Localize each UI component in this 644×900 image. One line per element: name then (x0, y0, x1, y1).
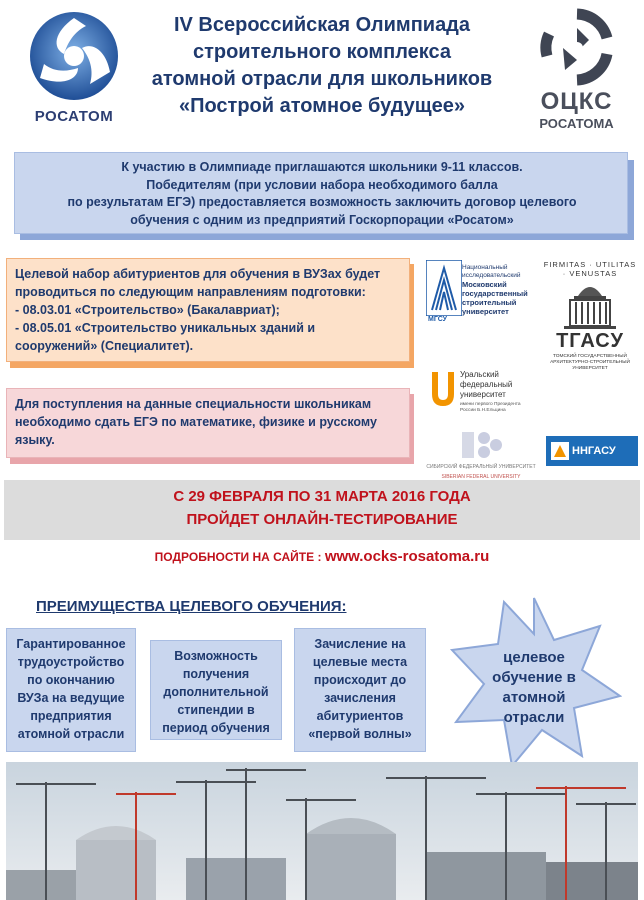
nngasu-name: ННГАСУ (572, 445, 616, 457)
tgasu-logo (542, 252, 638, 372)
star-badge (446, 596, 622, 772)
title-line: атомной отрасли для школьников (151, 68, 493, 90)
requirements-line: необходимо сдать ЕГЭ по математике, физике и русскому (15, 415, 377, 429)
nngasu-emblem-icon (551, 442, 569, 460)
details-line (0, 548, 644, 566)
title-line: строительного комплекса (192, 41, 452, 63)
directions-line: - 08.05.01 «Строительство уникальных зданий и (15, 321, 316, 335)
tgasu-name: ТГАСУ (556, 330, 624, 352)
tgasu-motto: FIRMITAS · UTILITAS · VENUSTAS (543, 260, 637, 278)
advantage-text: Зачисление на целевые места происходит до зачисления абитуриентов «первой волны» (308, 637, 412, 741)
title-line: IV Всероссийская Олимпиада (173, 14, 471, 36)
sfu-name-en: SIBERIAN FEDERAL UNIVERSITY (441, 474, 521, 480)
invitation-line: Победителям (при условии набора необходимого балла (146, 177, 498, 192)
website-link[interactable]: www.ocks-rosatoma.ru (324, 548, 490, 565)
rosatom-logo (14, 8, 134, 133)
urfu-name: Уральский федеральный университет (460, 370, 513, 399)
tgasu-subtitle: ТОМСКИЙ ГОСУДАРСТВЕННЫЙ АРХИТЕКТУРНО-СТРОИТЕЛЬНЫЙ УНИВЕРСИТЕТ (550, 354, 630, 371)
ocks-emblem-icon (537, 8, 617, 86)
rosatom-logo-text: РОСАТОМ (34, 108, 114, 125)
advantage-box (6, 628, 136, 752)
invitation-line: обучения с одним из предприятий Госкорпорации «Росатом» (130, 212, 514, 227)
ocks-logo-subtext: РОСАТОМА (539, 116, 614, 131)
ocks-logo (519, 8, 634, 138)
page-title (140, 12, 504, 120)
tgasu-building-icon (560, 274, 620, 330)
construction-site-photo (6, 762, 638, 900)
invitation-line: К участию в Олимпиаде приглашаются школьники 9-11 классов. (121, 160, 523, 174)
ocks-logo-text: ОЦКС (540, 88, 613, 115)
sfu-logo (424, 428, 538, 488)
requirements-line: Для поступления на данные специальности школьникам (15, 397, 372, 411)
directions-line: Целевой набор абитуриентов для обучения в ВУЗах будет (15, 267, 381, 281)
directions-line: проводиться по следующим направлениям подготовки: (15, 285, 366, 299)
urfu-logo (426, 366, 536, 428)
mgsu-emblem-icon (426, 260, 462, 316)
exam-requirements-block (6, 388, 416, 464)
urfu-subtitle: имени первого Президента России Б.Н.Ельцина (460, 402, 521, 413)
banner-dates: С 29 ФЕВРАЛЯ ПО 31 МАРТА 2016 ГОДА (173, 488, 471, 505)
exam-requirements-text (15, 395, 407, 449)
enrollment-directions-block (6, 258, 416, 368)
invitation-line: по результатам ЕГЭ) предоставляется возможность заключить договор целевого (67, 195, 577, 209)
mgsu-abbr: МГСУ (428, 316, 448, 323)
sfu-name: СИБИРСКИЙ ФЕДЕРАЛЬНЫЙ УНИВЕРСИТЕТ (426, 464, 536, 470)
advantage-box (150, 640, 282, 740)
advantage-text: Возможность получения дополнительной стипендии в период обучения (162, 649, 270, 735)
title-line: «Построй атомное будущее» (178, 95, 466, 117)
invitation-block (14, 152, 634, 240)
requirements-line: языку. (15, 433, 55, 447)
mgsu-subtitle: Национальный исследовательский (462, 264, 521, 279)
invitation-text (15, 159, 629, 229)
directions-line: - 08.03.01 «Строительство» (Бакалавриат); (15, 303, 280, 317)
enrollment-directions-text (15, 265, 407, 355)
mgsu-name: Московский государственный строительный университет (462, 280, 528, 316)
banner-testing: ПРОЙДЕТ ОНЛАЙН-ТЕСТИРОВАНИЕ (186, 511, 458, 528)
directions-line: сооружений» (Специалитет). (15, 339, 194, 353)
construction-site-image (6, 762, 638, 900)
advantage-box (294, 628, 426, 752)
advantage-text: Гарантированное трудоустройство по окончанию ВУЗа на ведущие предприятия атомной отрасли (16, 637, 126, 741)
header (0, 0, 644, 150)
mgsu-logo (424, 258, 534, 338)
sfu-emblem-icon (458, 428, 504, 462)
star-badge-text: целевое обучение в атомной отрасли (492, 649, 576, 726)
testing-dates-banner (4, 480, 640, 540)
nngasu-logo (546, 436, 638, 466)
details-label: ПОДРОБНОСТИ НА САЙТЕ : (154, 550, 325, 564)
rosatom-emblem-icon (24, 8, 124, 104)
advantages-title: ПРЕИМУЩЕСТВА ЦЕЛЕВОГО ОБУЧЕНИЯ: (36, 598, 347, 615)
urfu-emblem-icon (428, 370, 458, 410)
